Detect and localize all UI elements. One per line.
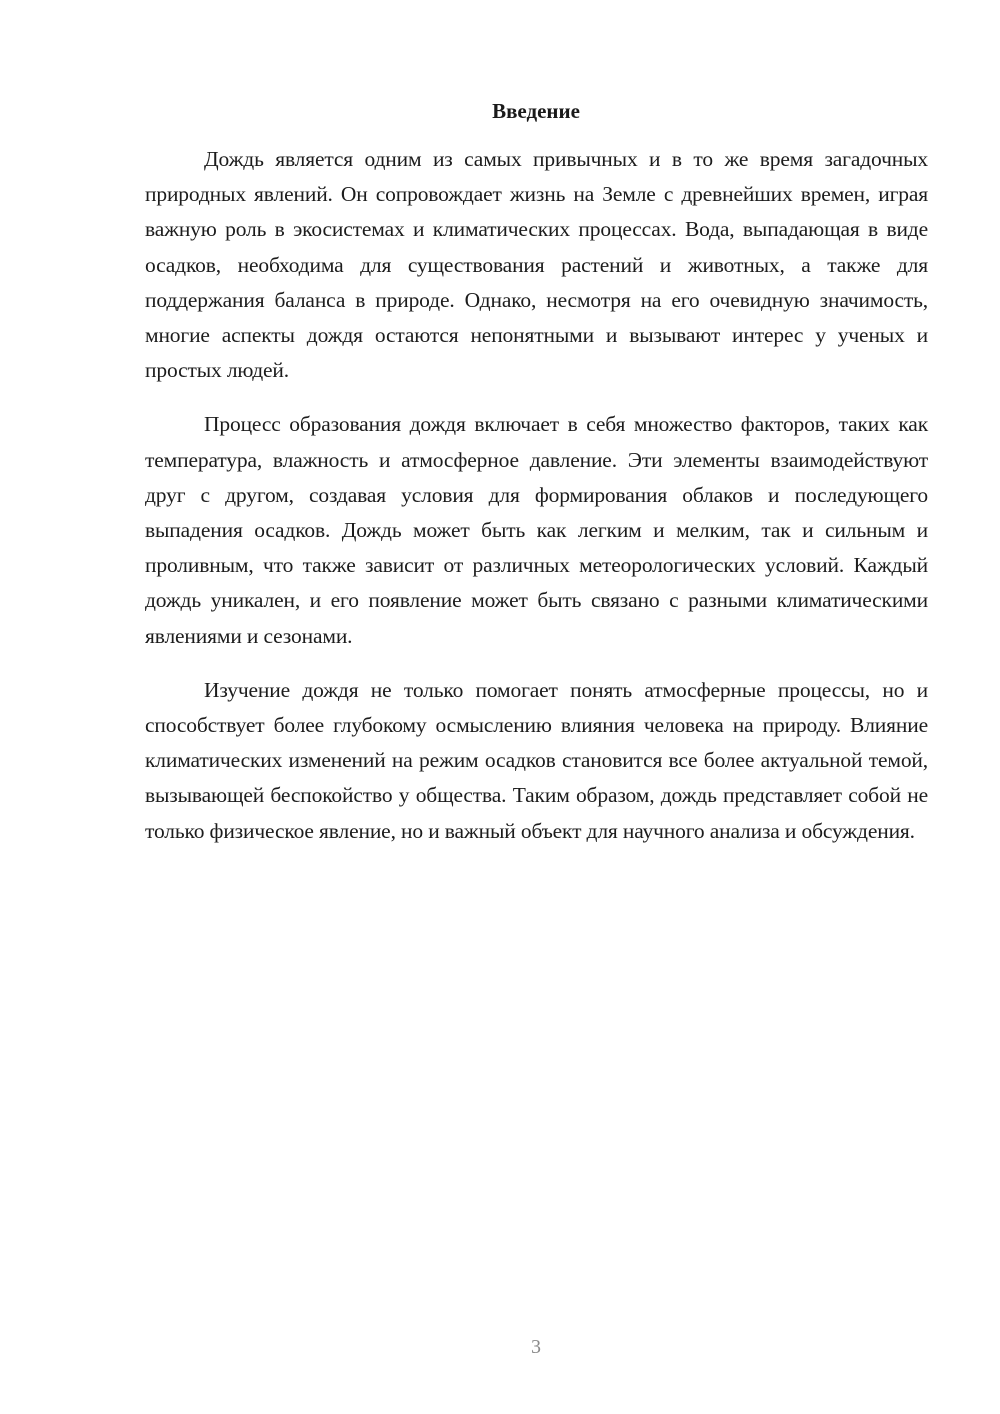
body-text	[145, 142, 928, 849]
paragraph-1: Дождь является одним из самых привычных и в то же время загадочных природных явлений. Он сопровождает жизнь на Земле с древнейших времен, играя важную роль в экосистемах и климатических процессах. Вода, выпадающая в виде осадков, необходима для существования растений и животных, а также для поддержания баланса в природе. Однако, несмотря на его очевидную значимость, многие аспекты дождя остаются непонятными и вызывают интерес у ученых и простых людей.	[145, 147, 928, 383]
paragraph-3: Изучение дождя не только помогает понять атмосферные процессы, но и способствует более глубокому осмыслению влияния человека на природу. Влияние климатических изменений на режим осадков становится все более актуальной темой, вызывающей беспокойство у общества. Таким образом, дождь представляет собой не только физическое явление, но и важный объект для научного анализа и обсуждения.	[145, 677, 928, 843]
section-heading: Введение	[492, 99, 580, 123]
page-number: 3	[531, 1336, 541, 1358]
paragraph-2: Процесс образования дождя включает в себя множество факторов, таких как температура, влажность и атмосферное давление. Эти элементы взаимодействуют друг с другом, создавая условия для формирования облаков и последующего выпадения осадков. Дождь может быть как легким и мелким, так и сильным и проливным, что также зависит от различных метеорологических условий. Каждый дождь уникален, и его появление может быть связано с разными климатическими явлениями и сезонами.	[145, 412, 928, 648]
